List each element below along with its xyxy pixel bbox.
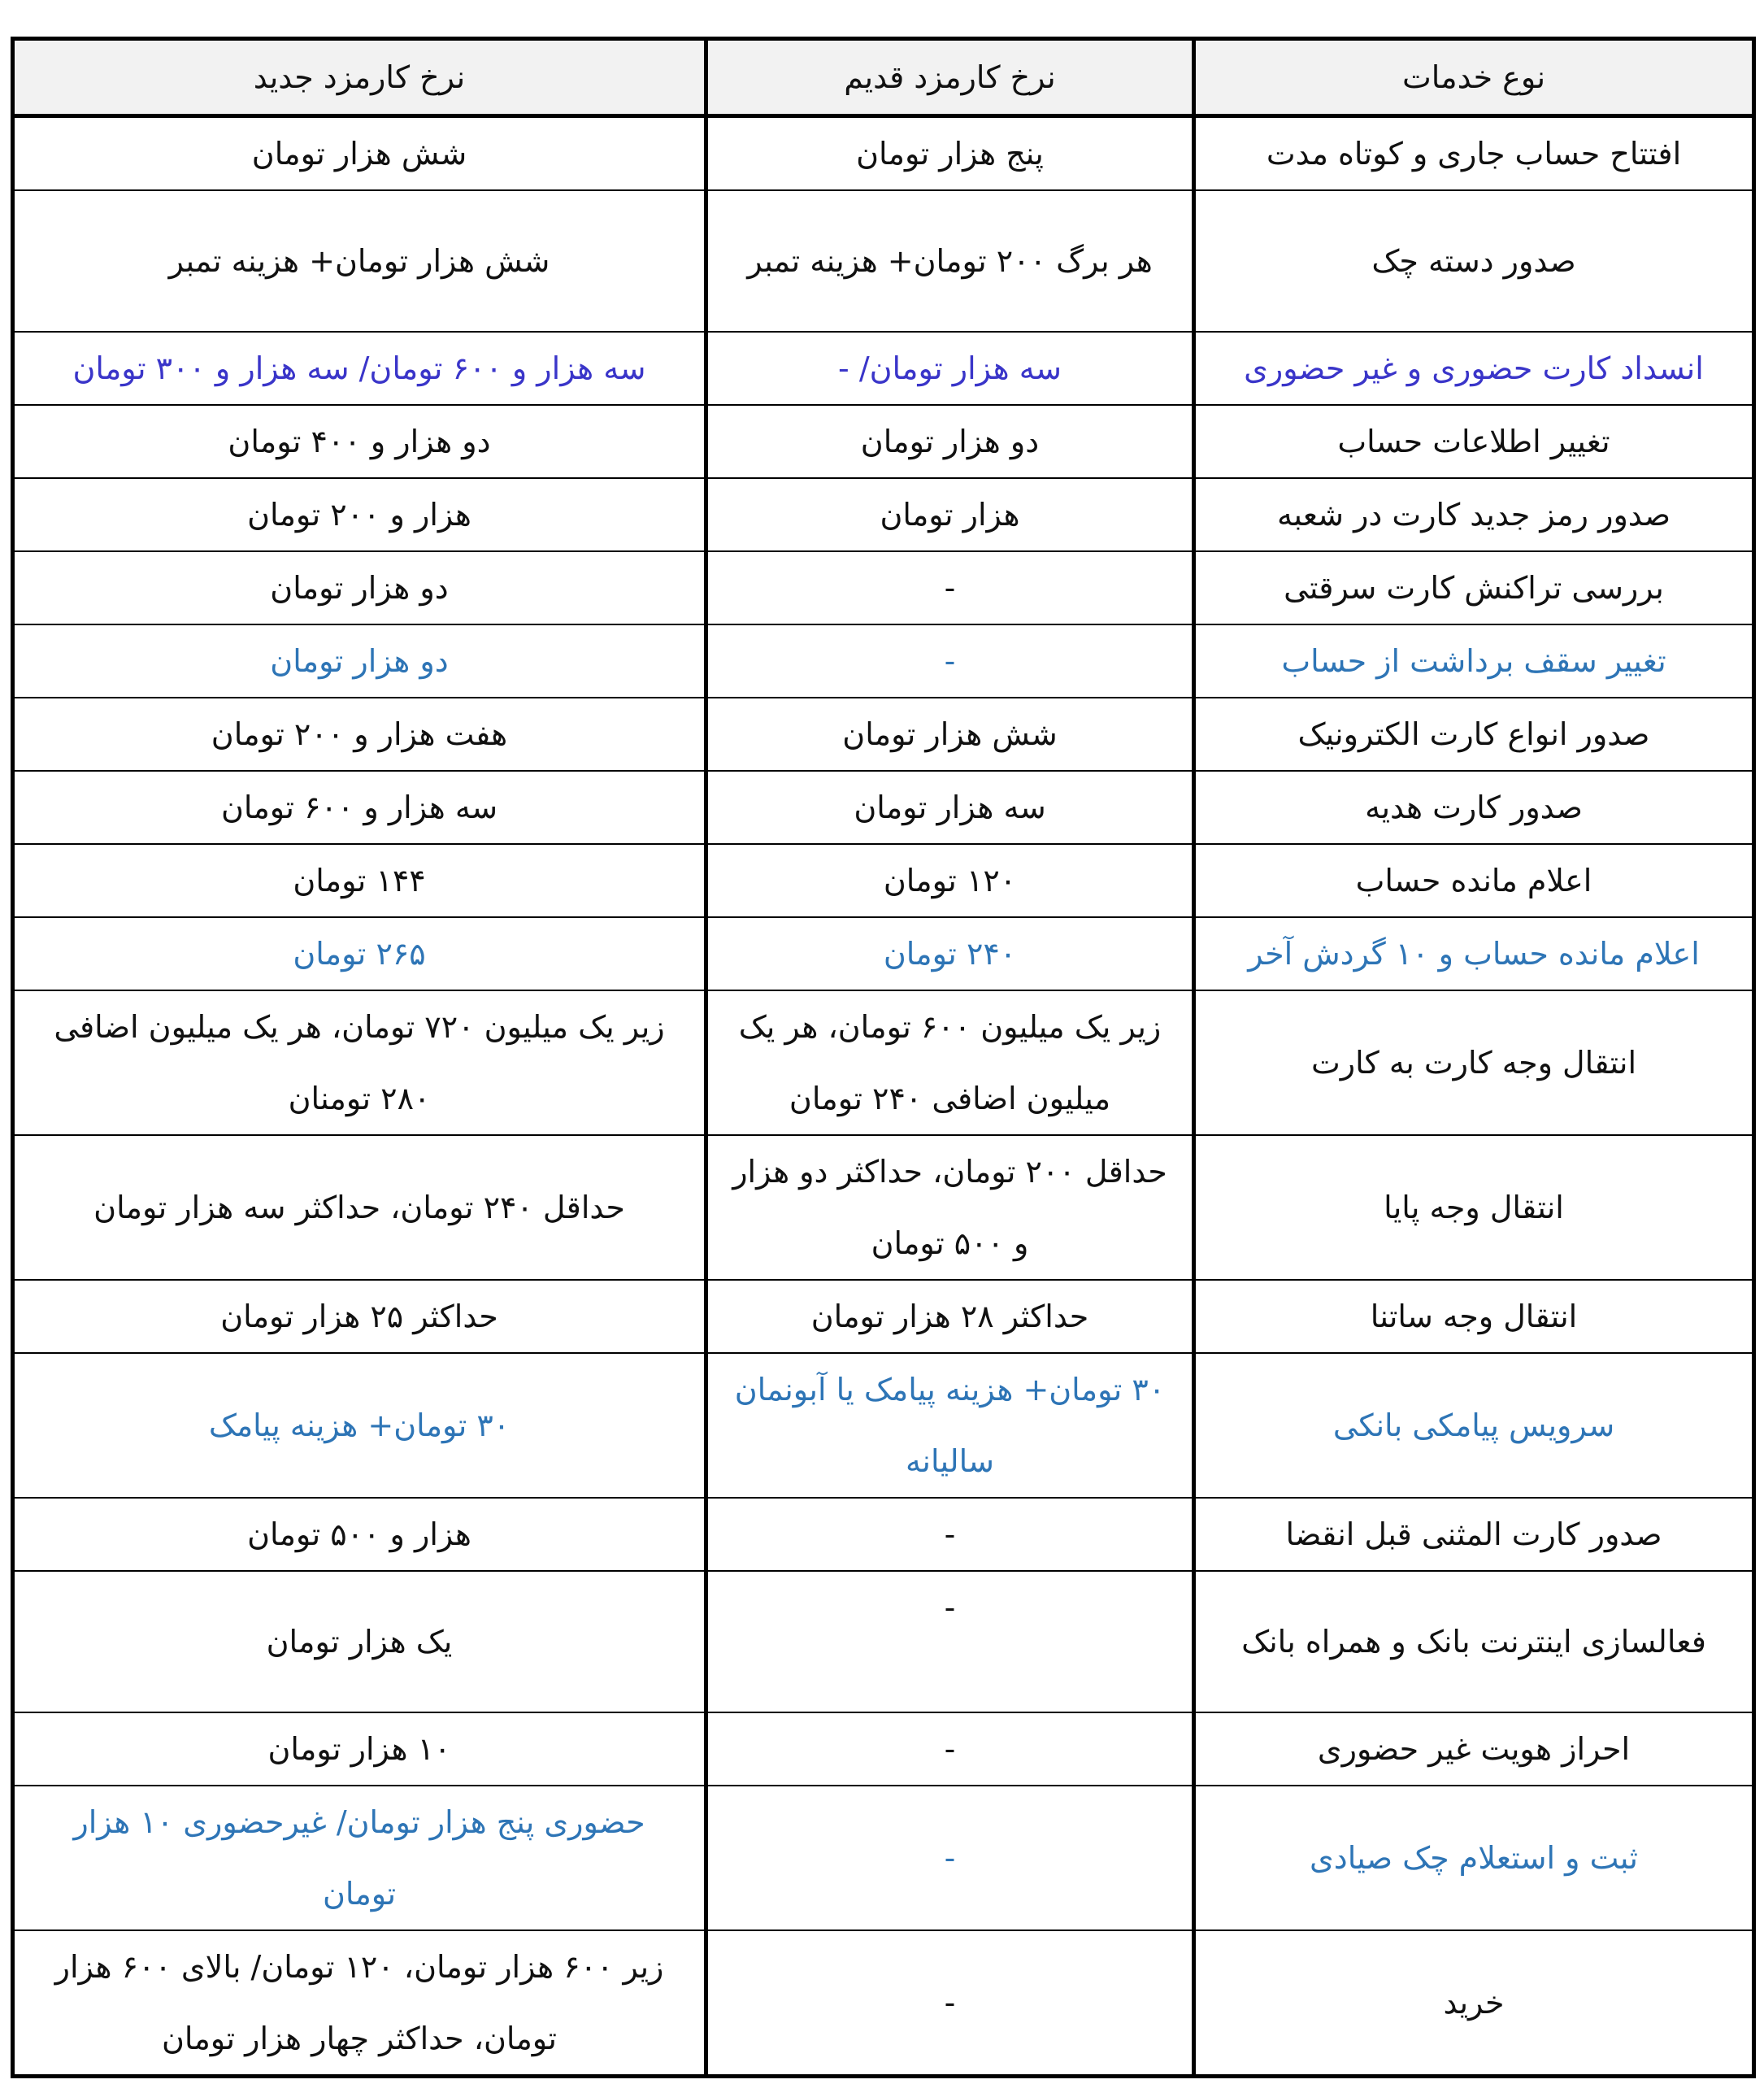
service-cell: افتتاح حساب جاری و کوتاه مدت — [1194, 116, 1754, 191]
new-rate-cell: ۱۰ هزار تومان — [13, 1712, 706, 1786]
new-rate-cell: یک هزار تومان — [13, 1571, 706, 1712]
old-rate-cell: هر برگ ۲۰۰ تومان+ هزینه تمبر — [706, 190, 1194, 332]
service-cell: ثبت و استعلام چک صیادی — [1194, 1786, 1754, 1930]
header-new-rate: نرخ کارمزد جدید — [13, 39, 706, 116]
new-rate-cell: شش هزار تومان+ هزینه تمبر — [13, 190, 706, 332]
old-rate-cell: - — [706, 1571, 1194, 1712]
new-rate-cell: زیر یک میلیون ۷۲۰ تومان، هر یک میلیون اضافی ۲۸۰ تومنان — [13, 990, 706, 1135]
table-row — [13, 1571, 1754, 1712]
old-rate-cell: حداقل ۲۰۰ تومان، حداکثر دو هزار و ۵۰۰ تومان — [706, 1135, 1194, 1280]
service-cell: بررسی تراکنش کارت سرقتی — [1194, 551, 1754, 624]
service-cell: سرویس پیامکی بانکی — [1194, 1353, 1754, 1498]
new-rate-cell: سه هزار و ۶۰۰ تومان — [13, 771, 706, 844]
service-cell: انتقال وجه پایا — [1194, 1135, 1754, 1280]
new-rate-cell: دو هزار و ۴۰۰ تومان — [13, 405, 706, 478]
table-row — [13, 990, 1754, 1135]
old-rate-cell: سه هزار تومان/ - — [706, 332, 1194, 405]
old-rate-cell: حداکثر ۲۸ هزار تومان — [706, 1280, 1194, 1353]
header-old-rate: نرخ کارمزد قدیم — [706, 39, 1194, 116]
table-row — [13, 551, 1754, 624]
table-row — [13, 332, 1754, 405]
service-cell: صدور رمز جدید کارت در شعبه — [1194, 478, 1754, 551]
old-rate-cell: - — [706, 1712, 1194, 1786]
new-rate-cell: زیر ۶۰۰ هزار تومان، ۱۲۰ تومان/ بالای ۶۰۰ هزار تومان، حداکثر چهار هزار تومان — [13, 1930, 706, 2077]
new-rate-cell: هزار و ۵۰۰ تومان — [13, 1498, 706, 1571]
service-cell: انتقال وجه ساتنا — [1194, 1280, 1754, 1353]
table-row — [13, 771, 1754, 844]
table-row — [13, 1280, 1754, 1353]
table-row — [13, 698, 1754, 771]
service-cell: خرید — [1194, 1930, 1754, 2077]
new-rate-cell: حضوری پنج هزار تومان/ غیرحضوری ۱۰ هزار تومان — [13, 1786, 706, 1930]
new-rate-cell: هزار و ۲۰۰ تومان — [13, 478, 706, 551]
old-rate-cell: - — [706, 624, 1194, 698]
service-cell: انسداد کارت حضوری و غیر حضوری — [1194, 332, 1754, 405]
table-row — [13, 917, 1754, 990]
service-cell: فعالسازی اینترنت بانک و همراه بانک — [1194, 1571, 1754, 1712]
table-row — [13, 624, 1754, 698]
header-service-type: نوع خدمات — [1194, 39, 1754, 116]
new-rate-cell: ۲۶۵ تومان — [13, 917, 706, 990]
service-cell: اعلام مانده حساب — [1194, 844, 1754, 917]
service-cell: انتقال وجه کارت به کارت — [1194, 990, 1754, 1135]
new-rate-cell: ۱۴۴ تومان — [13, 844, 706, 917]
old-rate-cell: شش هزار تومان — [706, 698, 1194, 771]
header-row — [13, 39, 1754, 116]
fee-comparison-table — [11, 37, 1756, 2078]
old-rate-cell: پنج هزار تومان — [706, 116, 1194, 191]
new-rate-cell: دو هزار تومان — [13, 624, 706, 698]
table-row — [13, 116, 1754, 191]
new-rate-cell: دو هزار تومان — [13, 551, 706, 624]
table-row — [13, 1498, 1754, 1571]
old-rate-cell: - — [706, 551, 1194, 624]
table-row — [13, 1353, 1754, 1498]
new-rate-cell: حداقل ۲۴۰ تومان، حداکثر سه هزار تومان — [13, 1135, 706, 1280]
service-cell: صدور کارت هدیه — [1194, 771, 1754, 844]
old-rate-cell: ۲۴۰ تومان — [706, 917, 1194, 990]
service-cell: صدور انواع کارت الکترونیک — [1194, 698, 1754, 771]
service-cell: صدور دسته چک — [1194, 190, 1754, 332]
old-rate-cell: سه هزار تومان — [706, 771, 1194, 844]
service-cell: اعلام مانده حساب و ۱۰ گردش آخر — [1194, 917, 1754, 990]
table-row — [13, 1712, 1754, 1786]
table-row — [13, 478, 1754, 551]
old-rate-cell: - — [706, 1930, 1194, 2077]
table-row — [13, 405, 1754, 478]
new-rate-cell: شش هزار تومان — [13, 116, 706, 191]
old-rate-cell: - — [706, 1786, 1194, 1930]
new-rate-cell: ۳۰ تومان+ هزینه پیامک — [13, 1353, 706, 1498]
table-row — [13, 844, 1754, 917]
old-rate-cell: ۱۲۰ تومان — [706, 844, 1194, 917]
new-rate-cell: حداکثر ۲۵ هزار تومان — [13, 1280, 706, 1353]
old-rate-cell: دو هزار تومان — [706, 405, 1194, 478]
old-rate-cell: زیر یک میلیون ۶۰۰ تومان، هر یک میلیون اضافی ۲۴۰ تومان — [706, 990, 1194, 1135]
new-rate-cell: سه هزار و ۶۰۰ تومان/ سه هزار و ۳۰۰ تومان — [13, 332, 706, 405]
old-rate-cell: ۳۰ تومان+ هزینه پیامک یا آبونمان سالیانه — [706, 1353, 1194, 1498]
table-row — [13, 1786, 1754, 1930]
service-cell: صدور کارت المثنی قبل انقضا — [1194, 1498, 1754, 1571]
table-row — [13, 1930, 1754, 2077]
service-cell: تغییر سقف برداشت از حساب — [1194, 624, 1754, 698]
service-cell: احراز هویت غیر حضوری — [1194, 1712, 1754, 1786]
old-rate-cell: - — [706, 1498, 1194, 1571]
table-row — [13, 1135, 1754, 1280]
table-row — [13, 190, 1754, 332]
service-cell: تغییر اطلاعات حساب — [1194, 405, 1754, 478]
new-rate-cell: هفت هزار و ۲۰۰ تومان — [13, 698, 706, 771]
old-rate-cell: هزار تومان — [706, 478, 1194, 551]
